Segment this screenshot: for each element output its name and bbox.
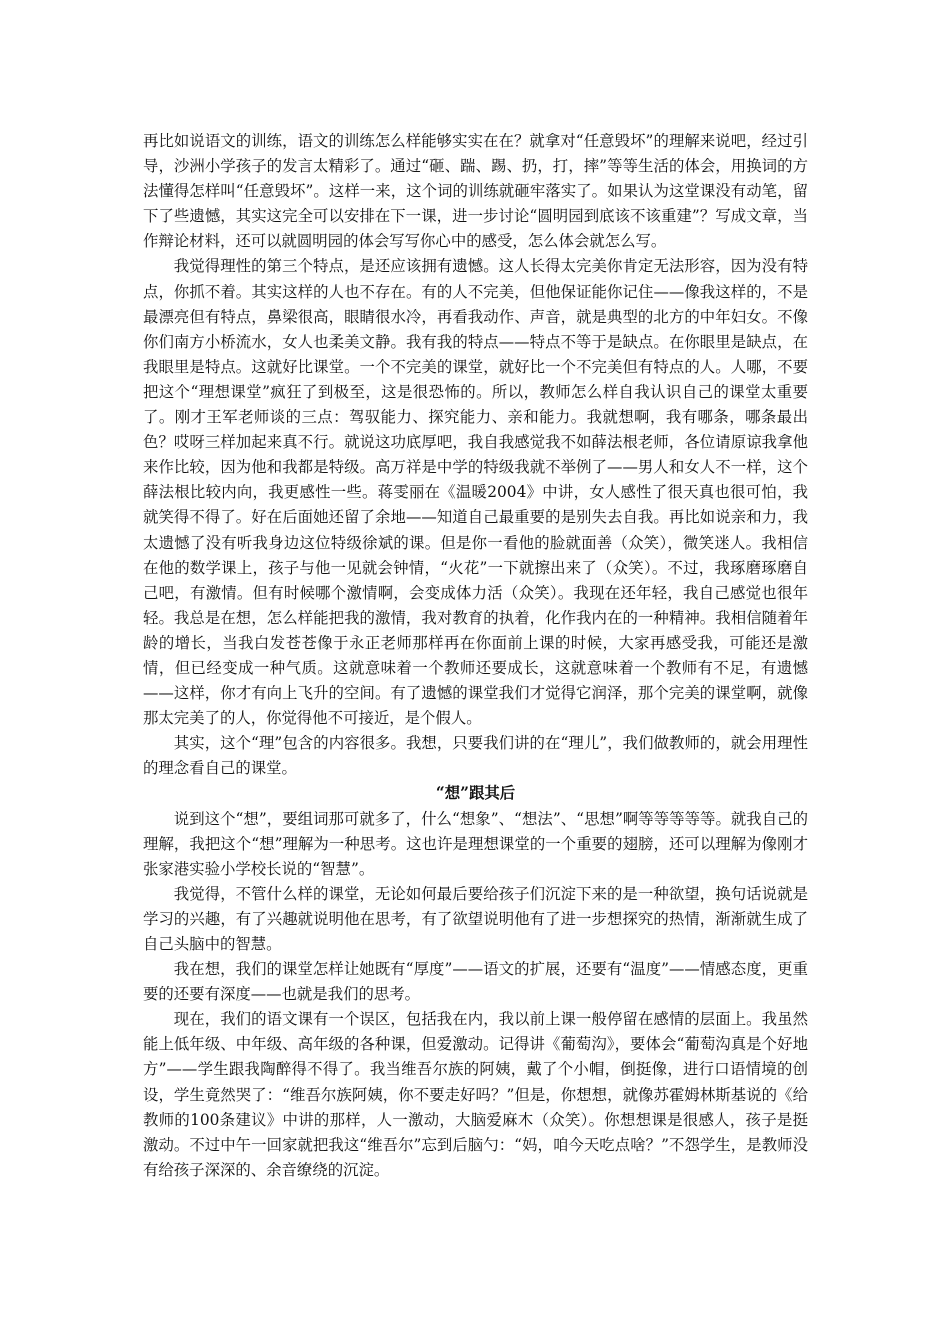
paragraph-5: 我觉得，不管什么样的课堂，无论如何最后要给孩子们沉淀下来的是一种欲望，换句话说就是学习的兴趣，有了兴趣就说明他在思考，有了欲望说明他有了进一步想探究的热情，渐渐就生成了自己头脑中的智慧。: [143, 884, 808, 953]
section-heading: “想”跟其后: [435, 784, 516, 803]
paragraph-2: 我觉得理性的第三个特点，是还应该拥有遗憾。这人长得太完美你肯定无法形容，因为没有特点，你抓不着。其实这样的人也不存在。有的人不完美，但他保证能你记住——像我这样的，不是最漂亮但有特点，鼻梁很高，眼睛很水冷，再看我动作、声音，就是典型的北方的中年妇女。不像你们南方小桥流水，女人也柔美文静。我有我的特点——特点不等于是缺点。在你眼里是缺点，在我眼里是特点。这就好比课堂。一个不完美的课堂，就好比一个不完美但有特点的人。人哪，不要把这个“理想课堂”疯狂了到极至，这是很恐怖的。所以，教师怎么样自我认识自己的课堂太重要了。刚才王军老师谈的三点：驾驭能力、探究能力、亲和能力。我就想啊，我有哪条，哪条最出色？哎呀三样加起来真不行。就说这功底厚吧，我自我感觉我不如薛法根老师，各位请原谅我拿他来作比较，因为他和我都是特级。高万祥是中学的特级我就不举例了——男人和女人不一样，这个薛法根比较内向，我更感性一些。蒋雯丽在《温暖2004》中讲，女人感性了很天真也很可怕，我就笑得不得了。好在后面她还留了余地——知道自己最重要的是别失去自我。再比如说亲和力，我太遗憾了没有听我身边这位特级徐斌的课。但是你一看他的脸就面善（众笑），微笑迷人。我相信在他的数学课上，孩子与他一见就会钟情，“火花”一下就擦出来了（众笑）。不过，我琢磨琢磨自己吧，有激情。但有时候哪个激情啊，会变成体力活（众笑）。我现在还年轻，我自己感觉也很年轻。我总是在想，怎么样能把我的激情，我对教育的执着，化作我内在的一种精神。我相信随着年龄的增长，当我白发苍苍像于永正老师那样再在你面前上课的时候，大家再感受我，可能还是激情，但已经变成一种气质。这就意味着一个教师还要成长，这就意味着一个教师有不足，有遗憾——这样，你才有向上飞升的空间。有了遗憾的课堂我们才觉得它润泽，那个完美的课堂啊，就像那太完美了的人，你觉得他不可接近，是个假人。: [143, 257, 808, 728]
paragraph-6: 我在想，我们的课堂怎样让她既有“厚度”——语文的扩展，还要有“温度”——情感态度，更重要的还要有深度——也就是我们的思考。: [143, 960, 808, 1004]
paragraph-3: 其实，这个“理”包含的内容很多。我想，只要我们讲的在“理儿”，我们做教师的，就会用理性的理念看自己的课堂。: [143, 734, 808, 778]
paragraph-7: 现在，我们的语文课有一个误区，包括我在内，我以前上课一般停留在感情的层面上。我虽然能上低年级、中年级、高年级的各种课，但爱激动。记得讲《葡萄沟》，要体会“葡萄沟真是个好地方”——学生跟我陶醉得不得了。我当维吾尔族的阿姨，戴了个小帽，倒挺像，进行口语情境的创设，学生竟然哭了：“维吾尔族阿姨，你不要走好吗？”但是，你想想，就像苏霍姆林斯基说的《给教师的100条建议》中讲的那样，人一激动，大脑爱麻木（众笑）。你想想课是很感人，孩子是挺激动。不过中午一回家就把我这“维吾尔”忘到后脑勺：“妈，咱今天吃点啥？”不怨学生，是教师没有给孩子深深的、余音缭绕的沉淀。: [143, 1010, 808, 1179]
paragraph-1: 再比如说语文的训练，语文的训练怎么样能够实实在在？就拿对“任意毁坏”的理解来说吧，经过引导，沙洲小学孩子的发言太精彩了。通过“砸、踹、踢、扔，打，摔”等等生活的体会，用换词的方法懂得怎样叫“任意毁坏”。这样一来，这个词的训练就砸牢落实了。如果认为这堂课没有动笔，留下了些遗憾，其实这完全可以安排在下一课，进一步讨论“圆明园到底该不该重建”？写成文章，当作辩论材料，还可以就圆明园的体会写写你心中的感受，怎么体会就怎么写。: [143, 132, 808, 251]
paragraph-4: 说到这个“想”，要组词那可就多了，什么“想象”、“想法”、“思想”啊等等等等等。就我自己的理解，我把这个“想”理解为一种思考。这也许是理想课堂的一个重要的翅膀，还可以理解为像刚才张家港实验小学校长说的“智慧”。: [143, 809, 808, 878]
document-body: [143, 129, 808, 1183]
